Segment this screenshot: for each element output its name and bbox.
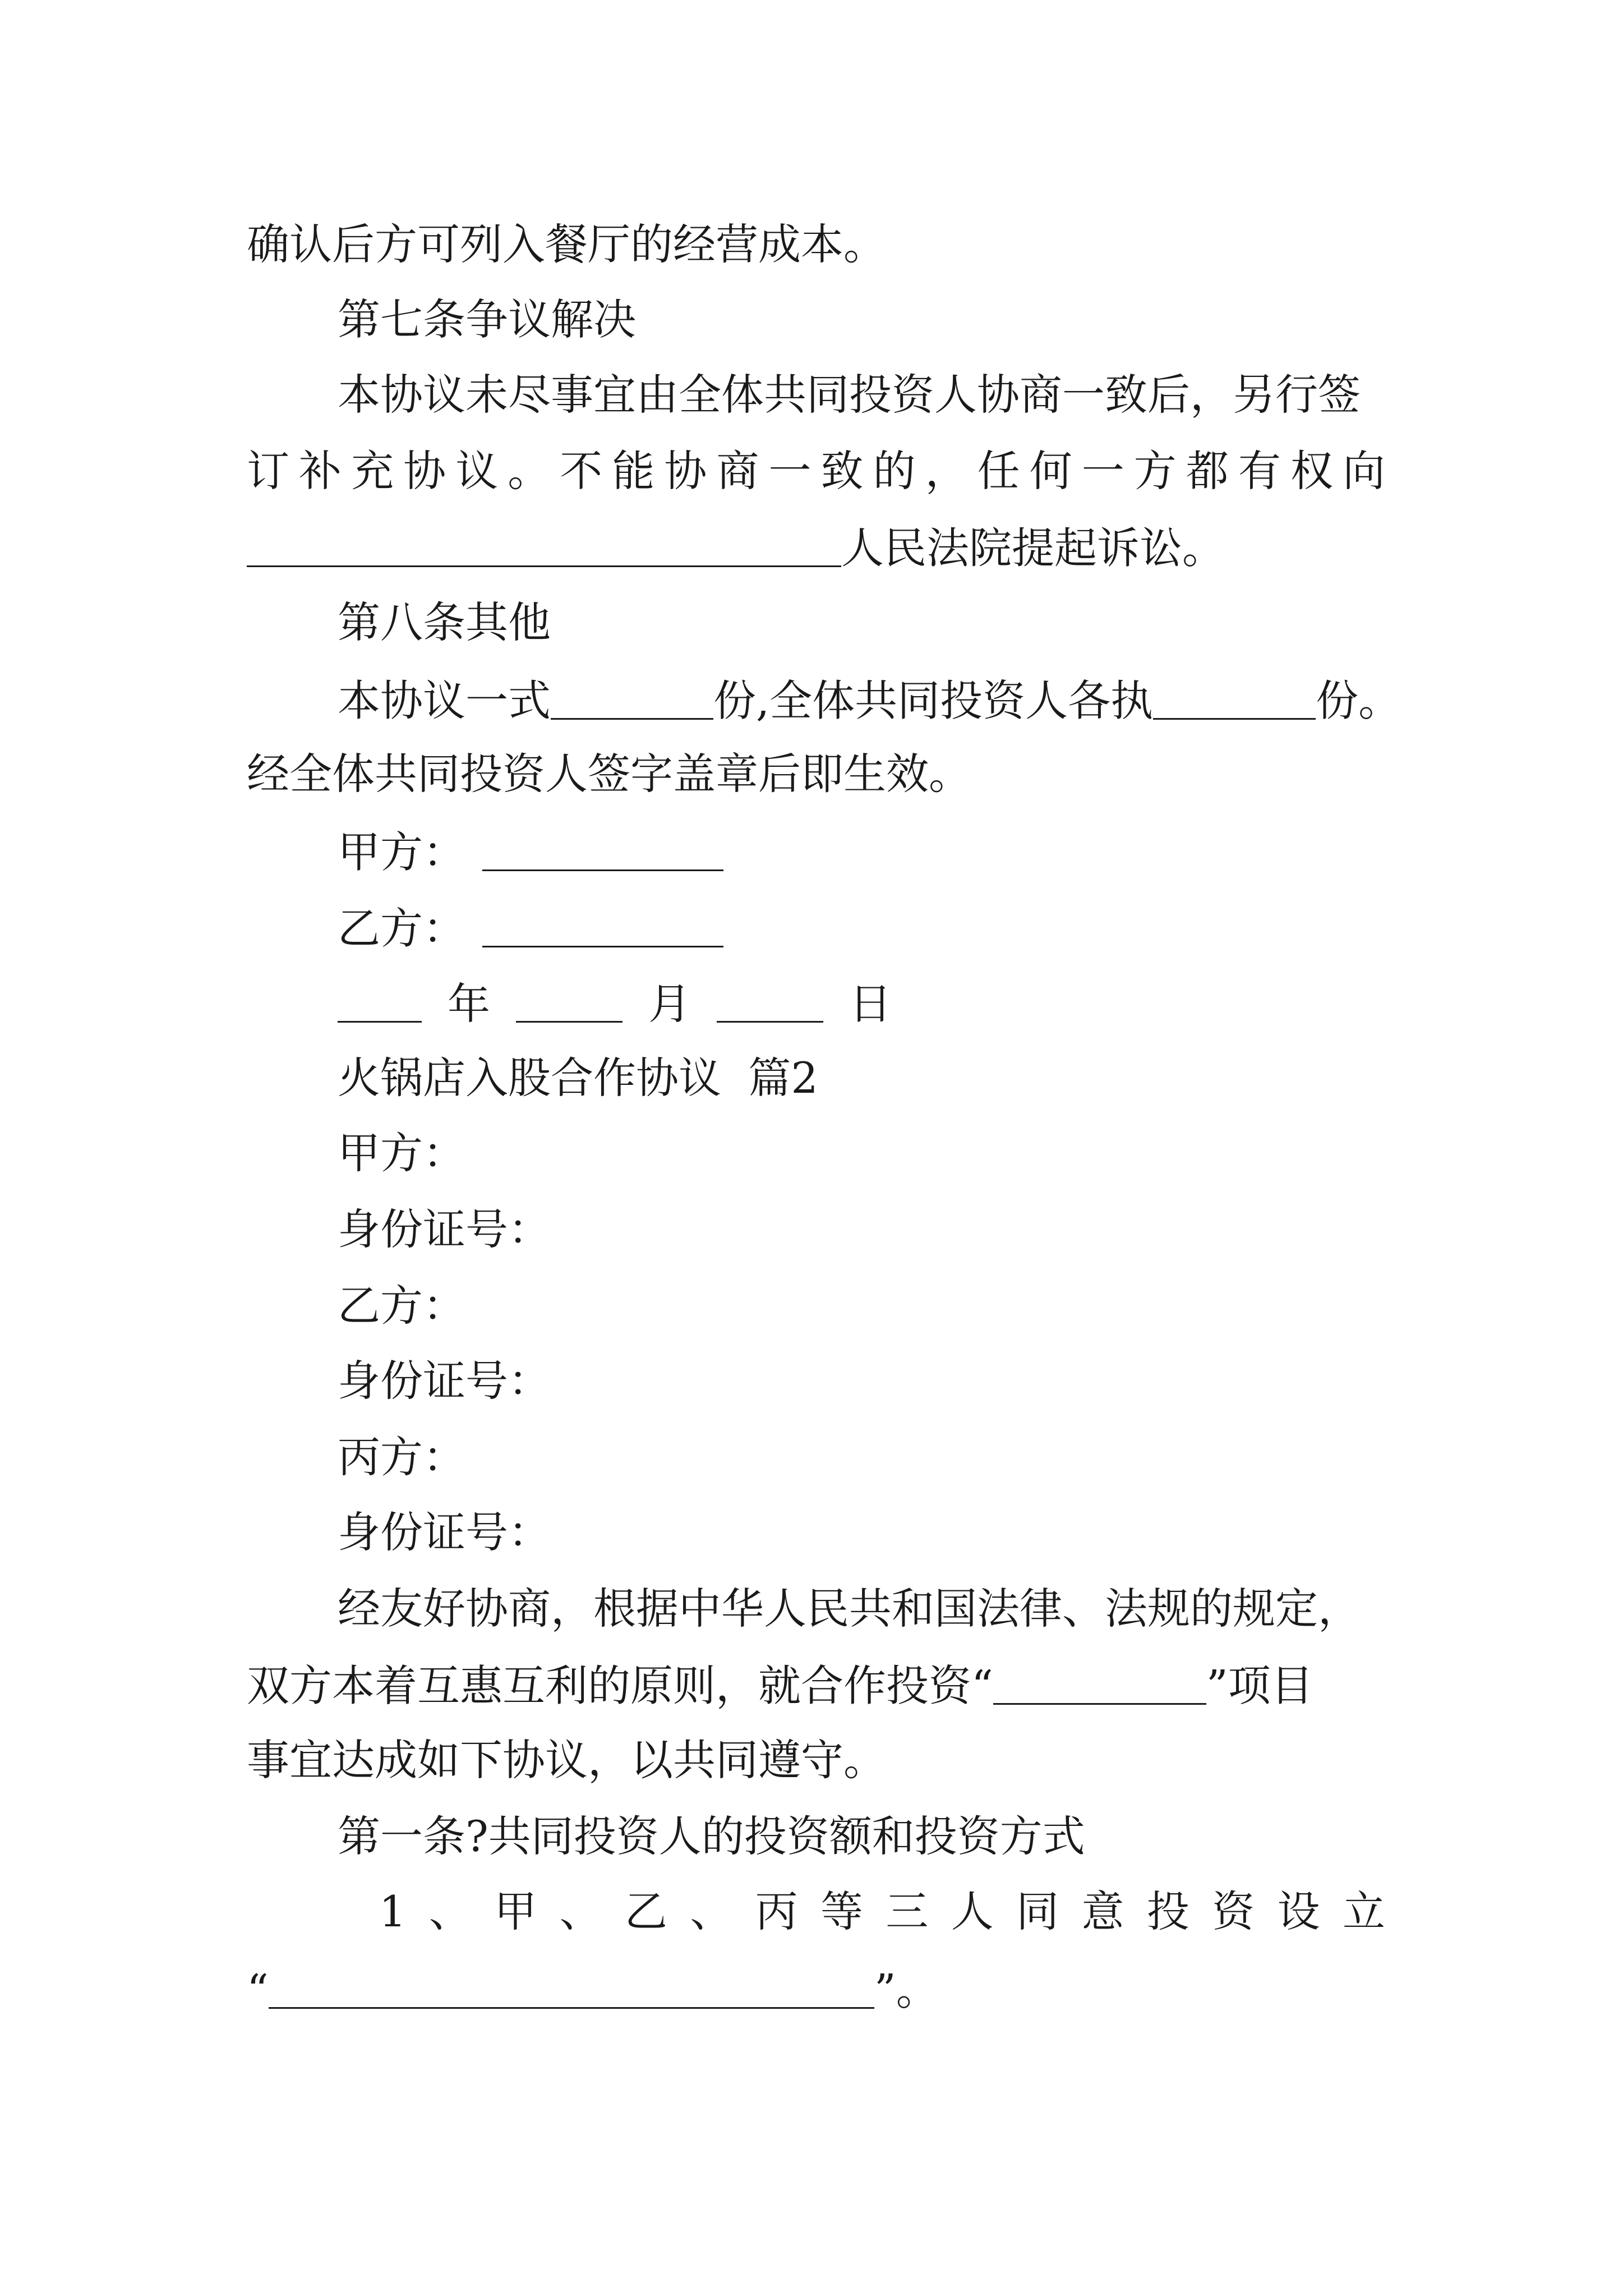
justified-char: 一 [768, 446, 811, 496]
justified-char: 有 [1238, 446, 1281, 496]
company-name-blank [269, 1967, 874, 2009]
justified-char: 不 [560, 446, 603, 496]
party-c-label: 丙方： [338, 1432, 465, 1482]
justified-char: 一 [1081, 446, 1124, 496]
justified-char: 能 [612, 446, 655, 496]
justified-char: 致 [820, 446, 864, 496]
justified-char: 设 [1277, 1887, 1320, 1936]
justified-char: 的 [873, 446, 916, 496]
justified-char: 何 [1029, 446, 1072, 496]
justified-char: 乙 [624, 1887, 667, 1936]
justified-char: 人 [951, 1887, 994, 1936]
justified-char: 资 [1212, 1887, 1255, 1936]
court-name-blank [247, 525, 841, 567]
paragraph-line: 经全体共同投资人签字盖章后即生效。 [247, 749, 971, 799]
justified-char: 向 [1342, 446, 1385, 496]
justified-char: 立 [1342, 1887, 1385, 1936]
year-blank [338, 981, 422, 1023]
paragraph-line-justified [379, 1887, 1385, 1936]
justified-char: 、 [559, 1887, 602, 1936]
signature-party-a: 甲方： [338, 829, 723, 874]
paragraph-line: 本协议一式 份,全体共同投资人各执 份。 [338, 675, 1401, 726]
copies-each-blank [1153, 678, 1316, 720]
day-blank [717, 981, 823, 1023]
signature-blank-a [482, 829, 723, 871]
justified-char: 任 [977, 446, 1020, 496]
article-1-heading: 第一条?共同投资人的投资额和投资方式 [338, 1811, 1085, 1861]
justified-char: 协 [403, 446, 446, 496]
paragraph-line-justified [247, 446, 1385, 496]
project-name-blank [993, 1663, 1206, 1705]
justified-char: 议 [455, 446, 499, 496]
paragraph-line: 本协议未尽事宜由全体共同投资人协商一致后，另行签 [338, 370, 1361, 420]
justified-char: 充 [351, 446, 394, 496]
justified-char: ， [925, 446, 968, 496]
justified-char: 丙 [755, 1887, 798, 1936]
paragraph-line: 人民法院提起诉讼。 [247, 525, 1225, 570]
justified-char: 甲 [494, 1887, 537, 1936]
justified-char: 补 [299, 446, 342, 496]
paragraph-line: 确认后方可列入餐厅的经营成本。 [247, 219, 886, 269]
copies-total-blank [551, 678, 713, 720]
justified-char: 权 [1290, 446, 1333, 496]
party-c-id-label: 身份证号： [338, 1507, 551, 1557]
party-b-id-label: 身份证号： [338, 1356, 551, 1406]
justified-char: 投 [1146, 1887, 1189, 1936]
paragraph-line: “ ”。 [247, 1964, 939, 2015]
justified-char: 同 [1016, 1887, 1059, 1936]
article-7-heading: 第七条争议解决 [338, 295, 636, 344]
date-line: 年 月 日 [338, 981, 892, 1025]
justified-char: 意 [1081, 1887, 1124, 1936]
justified-char: 等 [820, 1887, 863, 1936]
justified-char: 。 [508, 446, 551, 496]
justified-char: 都 [1186, 446, 1229, 496]
justified-char: 商 [716, 446, 759, 496]
justified-char: 1 [379, 1887, 407, 1936]
party-a-id-label: 身份证号： [338, 1204, 551, 1254]
justified-char: 、 [428, 1887, 472, 1936]
justified-char: 订 [247, 446, 289, 496]
paragraph-line: 事宜达成如下协议，以共同遵守。 [247, 1735, 886, 1785]
party-b-label: 乙方： [338, 1281, 465, 1331]
month-blank [516, 981, 623, 1023]
justified-char: 方 [1133, 446, 1177, 496]
signature-party-b: 乙方： [338, 905, 723, 950]
paragraph-line: 双方本着互惠互利的原则，就合作投资“ ”项目 [247, 1660, 1313, 1711]
party-a-label: 甲方： [338, 1128, 465, 1178]
article-8-heading: 第八条其他 [338, 597, 551, 647]
justified-char: 协 [664, 446, 707, 496]
document-2-title: 火锅店入股合作协议 篇2 [338, 1053, 818, 1103]
justified-char: 三 [886, 1887, 929, 1936]
paragraph-line: 经友好协商，根据中华人民共和国法律、法规的规定， [338, 1584, 1361, 1634]
signature-blank-b [482, 905, 723, 947]
justified-char: 、 [690, 1887, 733, 1936]
